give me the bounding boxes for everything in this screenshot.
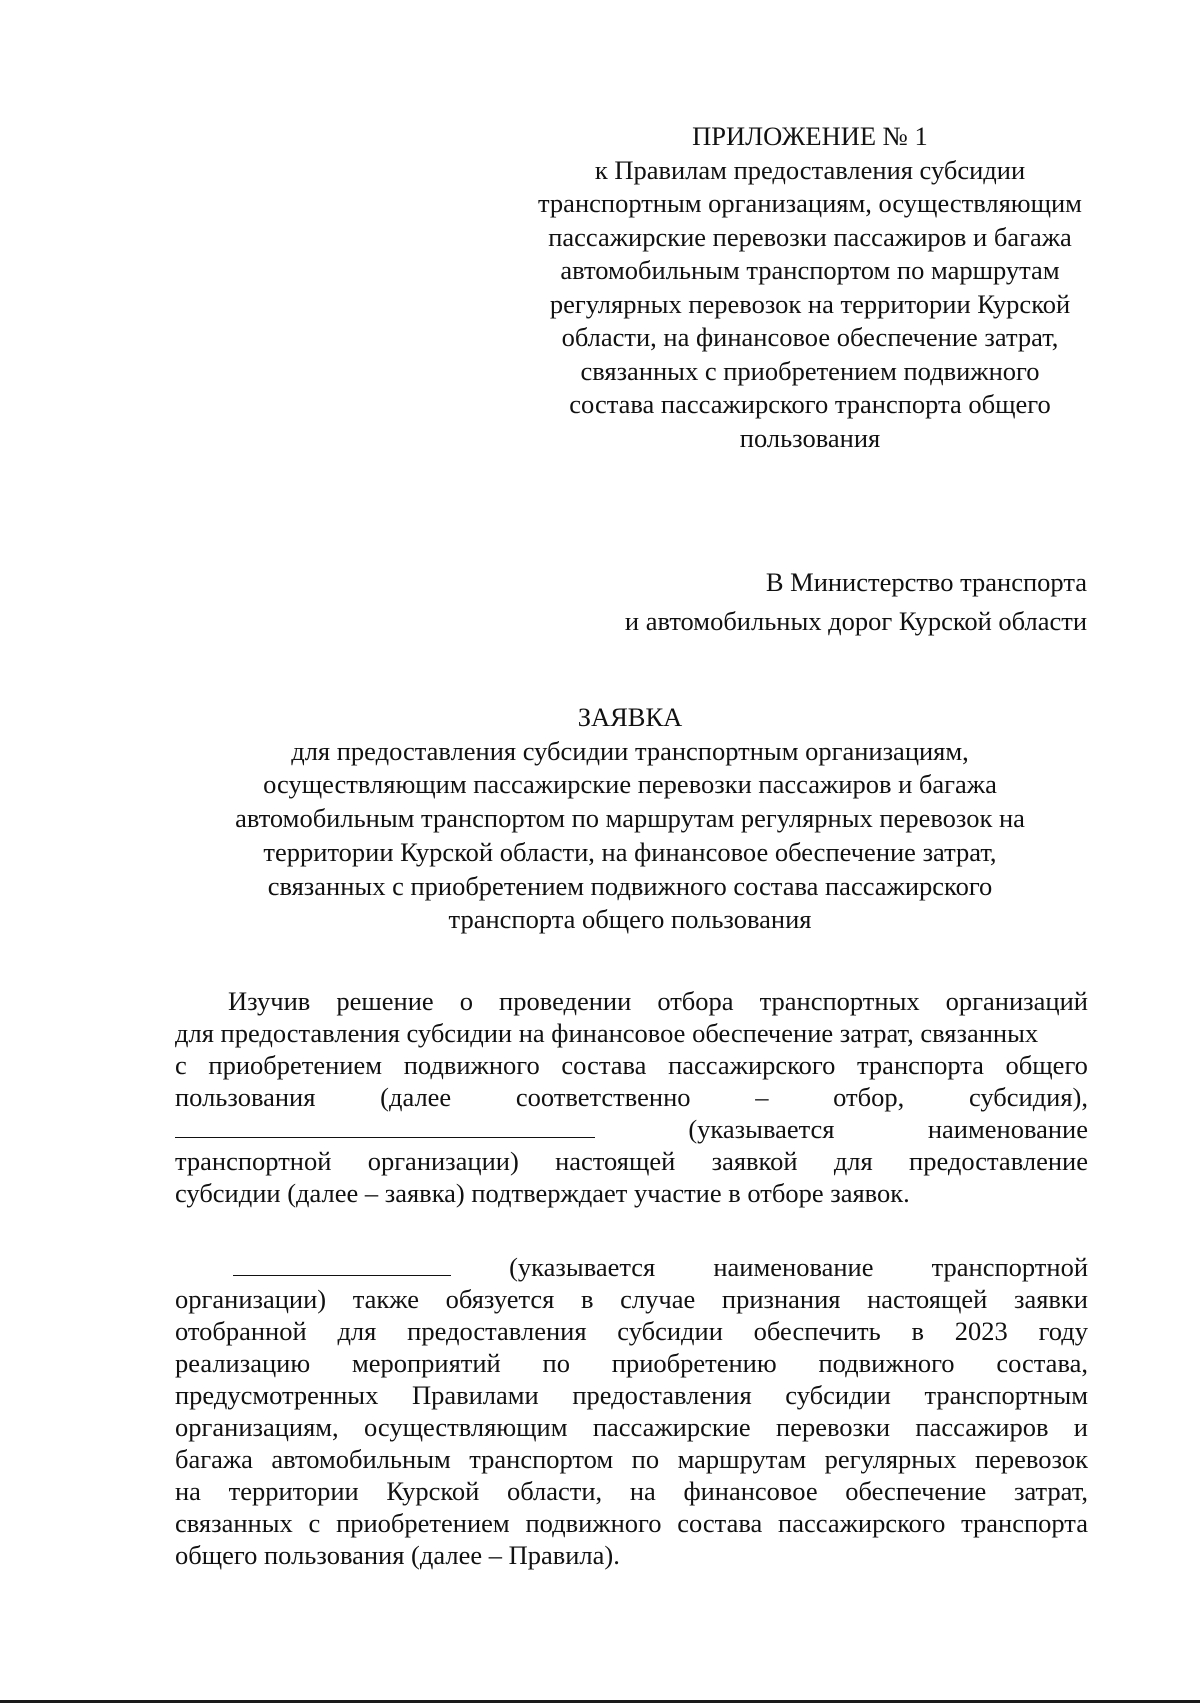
line-word: организациям, — [175, 1412, 339, 1442]
justified-line — [175, 1049, 1088, 1081]
line-word: общего — [1005, 1050, 1088, 1080]
application-subtitle-line: для предоставления субсидии транспортным организациям, — [291, 735, 969, 766]
line-word: территории — [228, 1476, 359, 1506]
line-word: настоящей — [555, 1146, 676, 1176]
line-word: приобретением — [208, 1050, 383, 1080]
line-word: в — [911, 1316, 924, 1346]
justified-line — [175, 1347, 1088, 1379]
last-line: субсидии (далее – заявка) подтверждает участие в отборе заявок. — [175, 1178, 910, 1208]
line-word: на — [175, 1476, 201, 1506]
line-word: связанных — [175, 1508, 293, 1538]
application-subtitle-line: осуществляющим пассажирские перевозки пассажиров и багажа — [263, 769, 997, 800]
line-word: перевозки — [776, 1412, 891, 1442]
line-word: заявкой — [711, 1146, 798, 1176]
line-word: Правилами — [411, 1380, 539, 1410]
line-word: подвижного — [525, 1508, 662, 1538]
line-word: Изучив — [228, 986, 311, 1016]
application-subtitle-line: автомобильным транспортом по маршрутам регулярных перевозок на — [235, 803, 1025, 834]
organization-name-blank — [175, 1113, 595, 1138]
justified-line — [175, 1411, 1088, 1443]
line-word: транспортной — [931, 1252, 1088, 1282]
line-word: организации) — [367, 1146, 519, 1176]
justified-line — [175, 1081, 1088, 1113]
appendix-line: автомобильным транспортом по маршрутам — [560, 255, 1060, 285]
last-line: общего пользования (далее – Правила). — [175, 1540, 620, 1570]
line-word: автомобильным — [271, 1444, 451, 1474]
application-title-block — [140, 701, 1120, 937]
line-word: реализацию — [175, 1348, 311, 1378]
line-word: подвижного — [403, 1050, 540, 1080]
line-word: организации) — [175, 1284, 327, 1314]
line-text: для предоставления субсидии на финансовое обеспечение затрат, связанных — [175, 1018, 1039, 1048]
line-word: решение — [336, 986, 434, 1016]
application-subtitle-line: связанных с приобретением подвижного состава пассажирского — [267, 870, 993, 901]
justified-line — [175, 1315, 1088, 1347]
line-word: (далее — [380, 1082, 452, 1112]
line-word: субсидии — [617, 1316, 723, 1346]
line-word: обеспечение — [845, 1476, 987, 1506]
justified-line-with-blank — [175, 1251, 1088, 1283]
justified-line — [175, 1443, 1088, 1475]
line-word: подвижного — [818, 1348, 955, 1378]
line-word: с — [175, 1050, 187, 1080]
line-word: состава — [677, 1508, 763, 1538]
line-word: организаций — [945, 986, 1088, 1016]
line-word: также — [352, 1284, 420, 1314]
appendix-title: ПРИЛОЖЕНИЕ № 1 — [692, 121, 928, 151]
line-word: обеспечить — [753, 1316, 881, 1346]
appendix-header — [450, 120, 1170, 455]
line-word: состава — [561, 1050, 647, 1080]
line-word: на — [629, 1476, 656, 1506]
application-subtitle-line: территории Курской области, на финансовое обеспечение затрат, — [263, 836, 997, 867]
appendix-line: связанных с приобретением подвижного — [580, 355, 1040, 386]
line-word: по — [542, 1348, 570, 1378]
justified-line — [175, 1283, 1088, 1315]
justified-line — [175, 1475, 1088, 1507]
line-word: пассажирского — [668, 1050, 836, 1080]
line-word: случае — [620, 1284, 696, 1314]
line-word: наименование — [713, 1252, 874, 1282]
line-word: транспортной — [175, 1146, 332, 1176]
appendix-line: пользования — [739, 422, 881, 453]
line-word: области, — [506, 1476, 603, 1506]
line-word: состава, — [996, 1348, 1088, 1378]
line-word: для — [833, 1146, 873, 1176]
appendix-line: состава пассажирского транспорта общего — [569, 389, 1051, 419]
line-word: Курской — [386, 1476, 480, 1506]
justified-line — [175, 1507, 1088, 1539]
appendix-line: пассажирские перевозки пассажиров и багажа — [548, 221, 1072, 252]
line-word: году — [1038, 1316, 1088, 1346]
justified-line — [175, 985, 1088, 1017]
line-word: о — [459, 986, 473, 1016]
justified-line — [175, 1145, 1088, 1177]
line-word: (указывается — [688, 1114, 835, 1144]
line-word: финансовое — [683, 1476, 818, 1506]
line-word: с — [308, 1508, 321, 1538]
application-subtitle-line: транспорта общего пользования — [448, 904, 812, 935]
line-word: – — [755, 1082, 769, 1112]
line-word: пассажиров — [915, 1412, 1049, 1442]
addressee-block — [625, 563, 1087, 641]
line-word: для — [337, 1316, 377, 1346]
line-word: субсидии — [785, 1380, 891, 1410]
justified-line-with-blank — [175, 1113, 1088, 1145]
line-word: затрат, — [1013, 1476, 1088, 1506]
line-word: субсидия), — [968, 1082, 1088, 1112]
line-word: багажа — [175, 1444, 253, 1474]
line-word: транспортным — [924, 1380, 1088, 1410]
line-word: пассажирские — [592, 1412, 751, 1442]
addressee-line: В Министерство транспорта — [765, 567, 1087, 597]
appendix-line: регулярных перевозок на территории Курской — [549, 288, 1071, 319]
line-word: мероприятий — [351, 1348, 501, 1378]
application-heading: ЗАЯВКА — [577, 702, 683, 732]
line-word: 2023 — [954, 1316, 1008, 1346]
line-word: приобретением — [336, 1508, 510, 1538]
paragraph-2 — [175, 1251, 1088, 1571]
line-word: по — [631, 1444, 660, 1474]
line-word: настоящей — [867, 1284, 988, 1314]
line-word: приобретению — [611, 1348, 777, 1378]
line-word: транспортом — [469, 1444, 614, 1474]
line-word: отбор, — [833, 1082, 905, 1112]
addressee-line: и автомобильных дорог Курской области — [624, 606, 1087, 636]
line-word: в — [581, 1284, 594, 1314]
justified-line — [175, 1017, 1088, 1049]
line-word: маршрутам — [677, 1444, 807, 1474]
line-word: проведении — [499, 986, 632, 1016]
line-word: отобранной — [175, 1316, 307, 1346]
appendix-line: области, на финансовое обеспечение затрат, — [561, 322, 1059, 352]
page-bottom-edge — [0, 1700, 1200, 1703]
organization-name-blank — [233, 1251, 451, 1276]
line-word: пассажирского — [778, 1508, 946, 1538]
line-word: пользования — [175, 1082, 316, 1112]
line-word: перевозок — [974, 1444, 1088, 1474]
line-word: предоставление — [909, 1146, 1088, 1176]
line-word: транспорта — [857, 1050, 984, 1080]
line-word: транспортных — [759, 986, 920, 1016]
line-word: транспорта — [961, 1508, 1088, 1538]
line-word: обязуется — [445, 1284, 555, 1314]
line-word: предоставления — [572, 1380, 752, 1410]
line-word: заявки — [1013, 1284, 1088, 1314]
line-word: регулярных — [824, 1444, 957, 1474]
line-word: соответственно — [515, 1082, 691, 1112]
paragraph-1 — [175, 985, 1088, 1209]
appendix-line: транспортным организациям, осуществляющим — [538, 188, 1082, 218]
line-word: (указывается — [509, 1252, 656, 1282]
line-word: и — [1073, 1412, 1088, 1442]
line-word: признания — [721, 1284, 841, 1314]
line-word: осуществляющим — [364, 1412, 568, 1442]
line-word: предусмотренных — [175, 1380, 379, 1410]
appendix-line: к Правилам предоставления субсидии — [594, 154, 1026, 185]
justified-line — [175, 1379, 1088, 1411]
line-word: отбора — [657, 986, 734, 1016]
line-word: наименование — [927, 1114, 1088, 1144]
line-word: предоставления — [407, 1316, 587, 1346]
